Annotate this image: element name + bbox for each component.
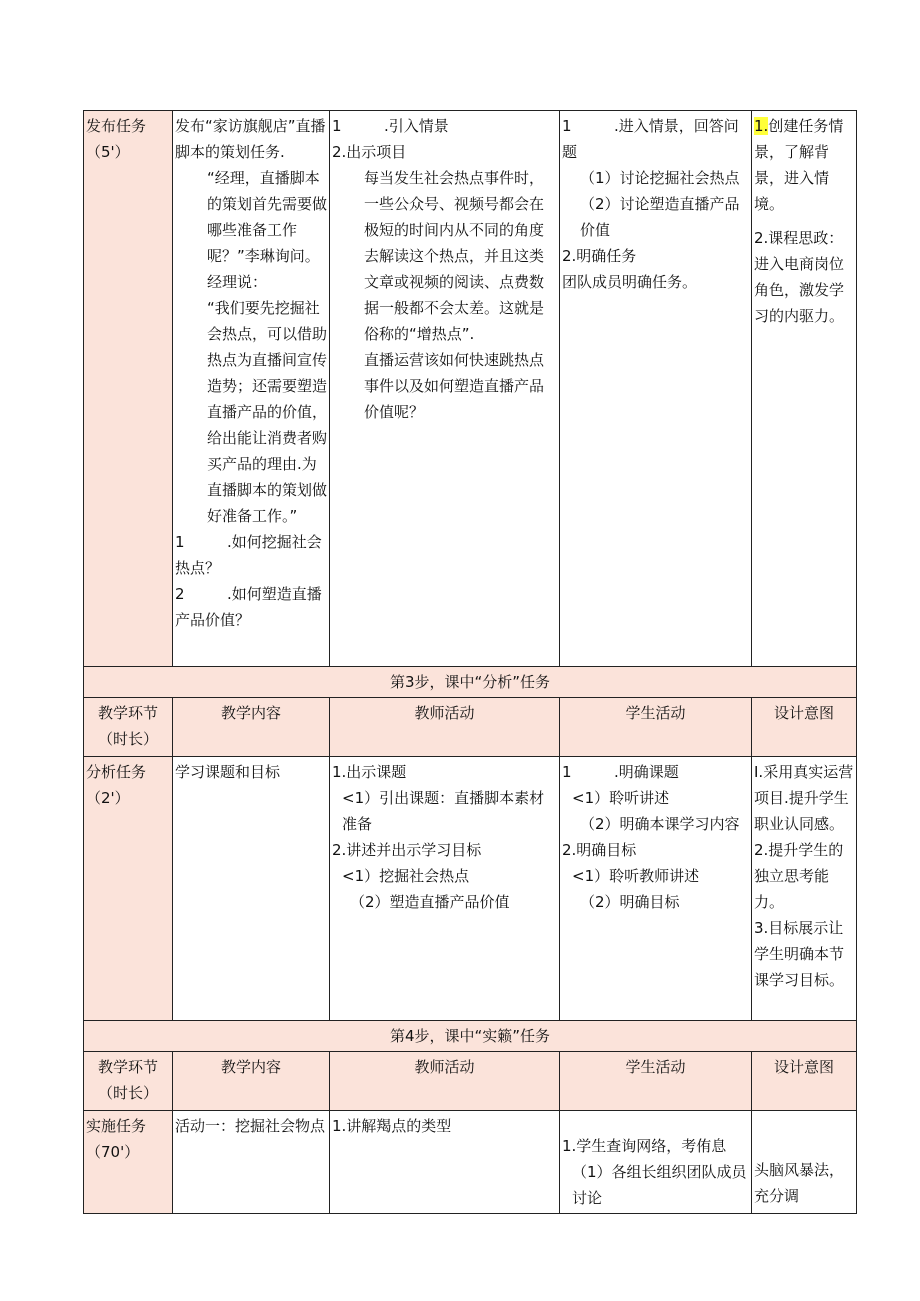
item-number: 1 — [332, 117, 342, 135]
release-task-label-text: 发布任务（5'） — [86, 117, 147, 161]
release-task-content — [173, 111, 330, 667]
design-item: 2.课程思政：进入电商岗位角色，激发学习的内驱力。 — [754, 229, 845, 325]
item-number: 1 — [562, 763, 572, 781]
content-para: “经理，直播脚本的策划首先需要做哪些准备工作呢？”李琳询问。经理说： — [207, 169, 328, 291]
analysis-task-label — [84, 757, 173, 1021]
design-text: 创建任务情景，了解背景，进入情境。 — [754, 117, 844, 213]
step4-row — [84, 1021, 857, 1052]
col-stage-header: 教学环节（时长） — [84, 1052, 173, 1111]
item-number: 1 — [175, 533, 185, 551]
student-item: 1.学生查询网络，考侑息 — [562, 1137, 727, 1155]
teacher-item — [332, 113, 557, 139]
analysis-task-row — [84, 757, 857, 1021]
design-item — [754, 113, 854, 217]
student-item: 2.明确任务 — [562, 247, 637, 265]
col-design-header: 设计意图 — [752, 698, 857, 757]
student-item: <1）聆听讲述 — [572, 789, 670, 807]
analysis-task-student — [560, 757, 752, 1021]
teacher-item: 直播运营该如何快速跳热点事件以及如何塑造直播产品价值呢？ — [364, 351, 545, 421]
analysis-task-teacher — [330, 757, 560, 1021]
teacher-item: <1）挖掘社会热点 — [342, 867, 470, 885]
implement-task-row — [84, 1111, 857, 1214]
content-item — [175, 529, 327, 581]
student-item: 团队成员明确任务。 — [562, 273, 698, 291]
analysis-task-design — [752, 757, 857, 1021]
step3-title: 第3步，课中“分析”任务 — [84, 667, 857, 698]
col-teacher-header: 教师活动 — [330, 698, 560, 757]
item-text: .如何挖掘社会热点？ — [175, 533, 322, 577]
col-teacher-header: 教师活动 — [330, 1052, 560, 1111]
col-design-header: 设计意图 — [752, 1052, 857, 1111]
lesson-plan-table — [83, 110, 857, 1214]
content-para: “我们要先挖掘社会热点，可以借助热点为直播间宣传造势；还需要塑造直播产品的价值，给出能让消费者购买产品的理由.为直播脚本的策划做好准备工作。” — [207, 299, 328, 525]
content-item — [175, 581, 327, 633]
teacher-item: （2）塑造直播产品价值 — [350, 893, 510, 911]
design-item: 2.提升学生的独立思考能力。 — [754, 841, 844, 911]
col-content-header: 教学内容 — [173, 1052, 330, 1111]
student-item — [562, 113, 749, 165]
teacher-item: 2.讲述并出示学习目标 — [332, 841, 482, 859]
item-text: .如何塑造直播产品价值？ — [175, 585, 322, 629]
analysis-task-content: 学习课题和目标 — [173, 757, 330, 1021]
col-student-header: 学生活动 — [560, 698, 752, 757]
item-text: .引入情景 — [384, 117, 449, 135]
item-text: .明确课题 — [614, 763, 679, 781]
release-task-row — [84, 111, 857, 667]
design-item: 头脑风暴法，充分调 — [754, 1161, 845, 1205]
student-item — [562, 759, 749, 785]
teacher-item: 1.出示课题 — [332, 763, 407, 781]
content-para: 发布“家访旗舰店”直播脚本的策划任务. — [175, 117, 326, 161]
teacher-item: 每当发生社会热点事件时，一些公众号、视频号都会在极短的时间内从不同的角度去解读这个热点，并且这类文章或视频的阅读、点费数据一般都不会太差。这就是俗称的“增热点”. — [364, 169, 545, 343]
student-item: （1）讨论挖掘社会热点 — [580, 169, 740, 187]
col-student-header: 学生活动 — [560, 1052, 752, 1111]
release-task-student — [560, 111, 752, 667]
item-number: 2 — [175, 585, 185, 603]
implement-task-content: 活动一：挖掘社会物点 — [173, 1111, 330, 1214]
item-number: 1 — [562, 117, 572, 135]
release-task-design — [752, 111, 857, 667]
implement-task-design — [752, 1111, 857, 1214]
implement-task-teacher: 1.讲解羯点的类型 — [330, 1111, 560, 1214]
step4-title: 第4步，课中“实籁”任务 — [84, 1021, 857, 1052]
student-item: （2）明确目标 — [580, 893, 680, 911]
analysis-task-label-text: 分析任务（2'） — [86, 763, 147, 807]
design-item: I.采用真实运营项目.提升学生职业认同感。 — [754, 763, 854, 833]
design-item: 3.目标展示让学生明确本节课学习目标。 — [754, 919, 845, 989]
implement-task-label: 实施任务（70'） — [84, 1111, 173, 1214]
header3-row — [84, 698, 857, 757]
student-item: （1）各组长组织团队成员讨论 — [572, 1163, 747, 1207]
student-item: （2）明确本课学习内容 — [580, 815, 740, 833]
teacher-item: 2.出示项目 — [332, 143, 407, 161]
student-item: （2）讨论塑造直播产品价值 — [580, 195, 740, 239]
highlight-mark: 1. — [754, 117, 769, 135]
student-item: <1）聆听教师讲述 — [572, 867, 700, 885]
col-content-header: 教学内容 — [173, 698, 330, 757]
student-item: 2.明确目标 — [562, 841, 637, 859]
step3-row — [84, 667, 857, 698]
release-task-teacher — [330, 111, 560, 667]
col-stage-header: 教学环节（时长） — [84, 698, 173, 757]
implement-task-student — [560, 1111, 752, 1214]
item-text: .进入情景，回答问题 — [562, 117, 739, 161]
header4-row — [84, 1052, 857, 1111]
release-task-label — [84, 111, 173, 667]
teacher-item: <1）引出课题：直播脚本素材准备 — [342, 789, 545, 833]
